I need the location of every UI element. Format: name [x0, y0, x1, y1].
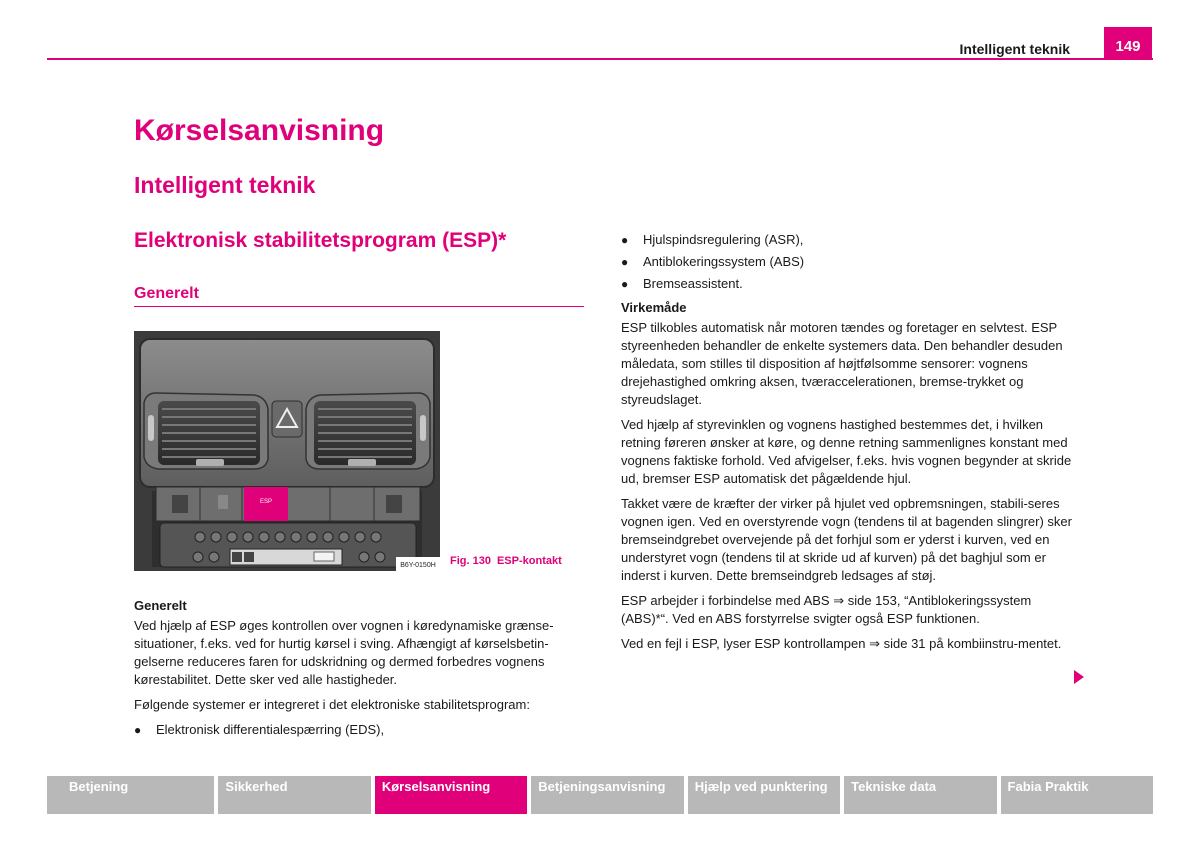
generelt-paragraph-1: Ved hjælp af ESP øges kontrollen over vognen i køredynamiske grænse-situationer, f.eks. ved for hurtig kørsel i sving. Afhængigt af kørselsbetin-gelserne reduceres faren for udskridning og dermed forbedres vognens kørestabilitet. Dette sker ved alle hastigheder. — [134, 618, 554, 687]
section-title: Intelligent teknik — [134, 172, 316, 198]
nav-tab-betjening[interactable]: Betjening — [47, 776, 214, 814]
subsection-title: Elektronisk stabilitetsprogram (ESP)* — [134, 229, 507, 252]
header-rule — [47, 58, 1153, 60]
figure-caption — [450, 555, 562, 567]
nav-tab-tekniske-data[interactable]: Tekniske data — [844, 776, 996, 814]
bullet-icon: ● — [621, 277, 629, 291]
list-item — [621, 275, 1073, 293]
generelt-heading: Generelt — [134, 598, 187, 613]
nav-tab-koerselsanvisning[interactable]: Kørselsanvisning — [375, 776, 527, 814]
list-item-text: Hjulspindsregulering (ASR), — [643, 232, 804, 247]
header-section-title: Intelligent teknik — [959, 41, 1070, 57]
nav-tab-fabia-praktik[interactable]: Fabia Praktik — [1001, 776, 1153, 814]
topic-rule — [134, 306, 584, 307]
dashboard-illustration — [134, 331, 440, 571]
bullet-icon: ● — [134, 723, 142, 737]
page-number: 149 — [1104, 27, 1152, 59]
list-item-text: Antiblokeringssystem (ABS) — [643, 254, 805, 269]
figure-caption-text: ESP-kontakt — [496, 555, 562, 567]
esp-figure — [134, 331, 440, 571]
topic-title: Generelt — [134, 285, 199, 302]
virkemaade-paragraph-2: Ved hjælp af styrevinklen og vognens hastighed bestemmes det, i hvilken retning føreren ønsker at køre, og denne retning sammenlignes konstant med vognens faktiske forhold. Ved afvigelser, f.eks. hvis vognen begynder at skride ud, bremser ESP automatisk det pågældende hjul. — [621, 417, 1072, 486]
figure-caption-number: Fig. 130 — [450, 555, 491, 567]
chapter-title: Kørselsanvisning — [134, 114, 385, 147]
list-item-text: Bremseassistent. — [643, 276, 743, 291]
virkemaade-paragraph-4: ESP arbejder i forbindelse med ABS ⇒ side 153, “Antiblokeringssystem (ABS)*“. Ved en ABS forstyrrelse svigter også ESP funktionen. — [621, 593, 1032, 626]
virkemaade-paragraph-5: Ved en fejl i ESP, lyser ESP kontrollampen ⇒ side 31 på kombiinstru-mentet. — [621, 636, 1062, 651]
chapter-nav — [47, 776, 1153, 814]
left-column — [134, 598, 586, 739]
list-item — [134, 721, 586, 739]
generelt-paragraph-2: Følgende systemer er integreret i det elektroniske stabilitetsprogram: — [134, 697, 530, 712]
next-page-arrow-icon[interactable] — [1074, 670, 1084, 684]
bullet-icon: ● — [621, 255, 629, 269]
virkemaade-heading: Virkemåde — [621, 300, 687, 315]
virkemaade-paragraph-1: ESP tilkobles automatisk når motoren tændes og foretager en selvtest. ESP styreenheden behandler de enkelte systemers data. Den behandler desuden måledata, som stilles til disposition af højtfølsomme sensorer: vognens drejehastighed omkring aksen, tværaccelerationen, bremse-trykket og styreudslaget. — [621, 320, 1063, 407]
list-item-text: Elektronisk differentialespærring (EDS), — [156, 722, 385, 737]
figure-code: B6Y-0150H — [400, 562, 436, 569]
esp-button-label: ESP — [259, 499, 273, 505]
hazard-button-icon — [272, 401, 302, 437]
right-column — [621, 231, 1073, 653]
nav-tab-hjaelp-ved-punktering[interactable]: Hjælp ved punktering — [688, 776, 840, 814]
nav-tab-sikkerhed[interactable]: Sikkerhed — [218, 776, 370, 814]
list-item — [621, 231, 1073, 249]
bullet-icon: ● — [621, 233, 629, 247]
virkemaade-paragraph-3: Takket være de kræfter der virker på hjulet ved opbremsningen, stabili-seres vognen igen. Ved en overstyrende vogn (tendens til at bagenden slingrer) sker bremseindgrebet overvejende på det forhjul som er yderst i kurven, ved en understyret vogn (tendens til at skride ud af kurven) på det baghjul som er inderst i kurven. Dette bremseindgreb ledsages af støj. — [621, 496, 1072, 583]
list-item — [621, 253, 1073, 271]
nav-tab-betjeningsanvisning[interactable]: Betjeningsanvisning — [531, 776, 683, 814]
